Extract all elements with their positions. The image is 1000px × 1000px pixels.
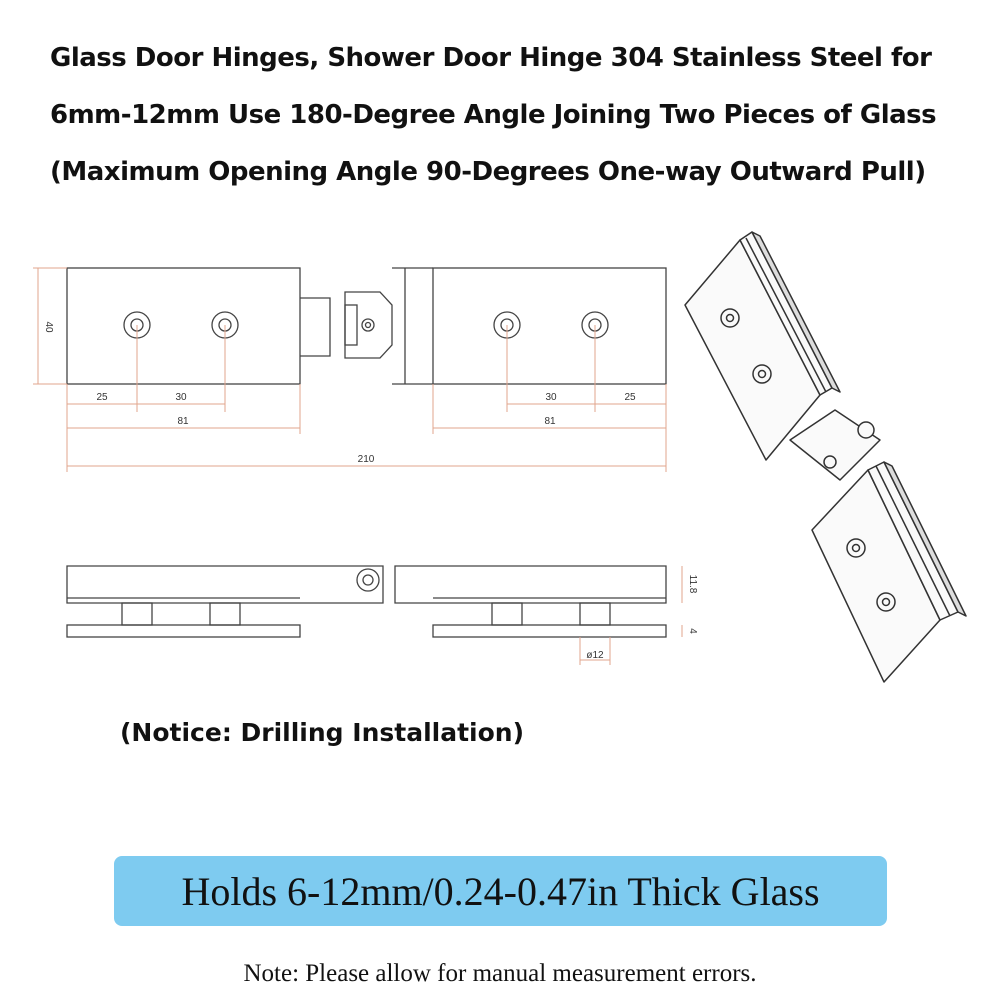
hinge-knuckle bbox=[300, 268, 433, 384]
title-line-1: Glass Door Hinges, Shower Door Hinge 304 Stainless Steel for bbox=[50, 43, 932, 73]
title-line-3: (Maximum Opening Angle 90-Degrees One-way Outward Pull) bbox=[50, 157, 926, 187]
hinge-isometric-view bbox=[685, 232, 966, 682]
measurement-note: Note: Please allow for manual measurement errors. bbox=[243, 960, 757, 987]
dim-hole-spacing-left: 30 bbox=[175, 392, 187, 403]
dim-total-length: 210 bbox=[357, 454, 375, 465]
right-plate bbox=[433, 268, 666, 384]
glass-clamp-right bbox=[433, 625, 666, 637]
dim-hole-spacing-right: 30 bbox=[545, 392, 557, 403]
dim-edge-offset-right: 25 bbox=[624, 392, 636, 403]
dim-hole-diameter: ø12 bbox=[586, 650, 604, 661]
dim-plate-width-left: 81 bbox=[177, 416, 189, 427]
technical-drawing bbox=[0, 200, 1000, 700]
pivot-pin-icon bbox=[858, 422, 874, 438]
title-line-2: 6mm-12mm Use 180-Degree Angle Joining Two Pieces of Glass bbox=[50, 100, 937, 130]
hinge-top-view bbox=[67, 268, 666, 384]
dim-edge-offset-left: 25 bbox=[96, 392, 108, 403]
dim-clamp-thickness: 4 bbox=[687, 628, 698, 634]
dimension-lines bbox=[33, 268, 666, 472]
pivot-pin-icon bbox=[357, 569, 379, 591]
installation-notice: (Notice: Drilling Installation) bbox=[120, 718, 525, 747]
dim-body-thickness: 11.8 bbox=[687, 574, 698, 594]
banner-text: Holds 6-12mm/0.24-0.47in Thick Glass bbox=[181, 868, 820, 914]
dim-height: 40 bbox=[43, 321, 54, 333]
glass-thickness-banner bbox=[114, 856, 887, 926]
hinge-side-view bbox=[67, 566, 666, 637]
dim-plate-width-right: 81 bbox=[544, 416, 556, 427]
product-title bbox=[50, 30, 970, 201]
glass-clamp-left bbox=[67, 625, 300, 637]
left-plate bbox=[67, 268, 300, 384]
pivot-screw-icon bbox=[362, 319, 374, 331]
